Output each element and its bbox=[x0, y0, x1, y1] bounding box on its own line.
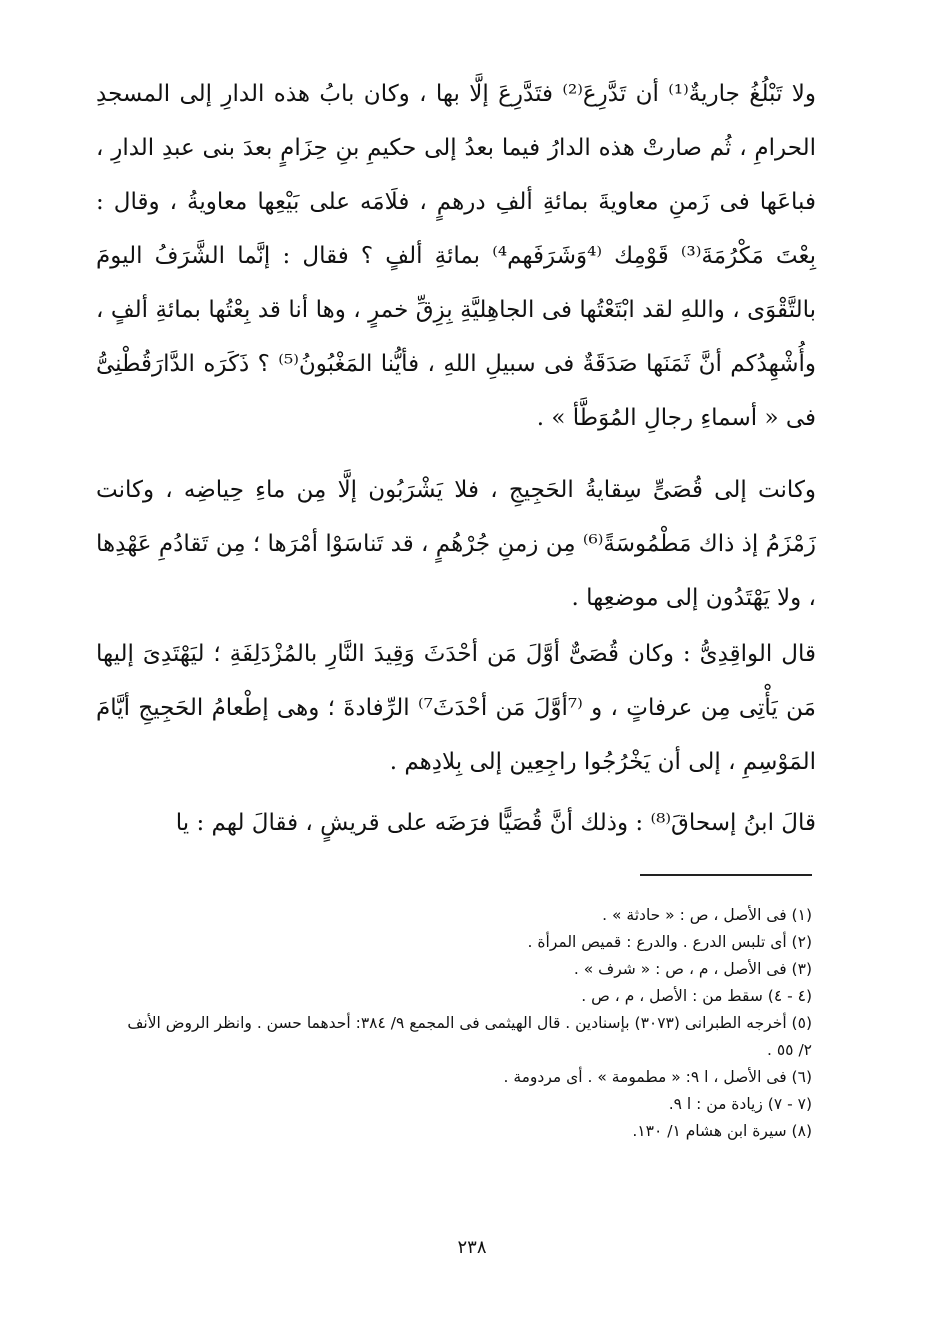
footnote: (٣) فى الأصل ، م ، ص : « شرف » . bbox=[573, 960, 812, 978]
main-text bbox=[96, 796, 816, 850]
paragraph: وكانت إلى قُصَىٍّ سِقايةُ الحَجِيجِ ، فلا يَشْرَبُون إلَّا مِن ماءِ حِياضِه ، وكانت زَمْزَمُ إذ ذاك مَطْمُوسَةً⁽⁶⁾ مِن زمنِ جُرْهُمٍ ، قد تَناسَوْا أمْرَها ؛ مِن تَقادُمِ عَهْدِها ، ولا يَهْتَدُون إلى موضعِها . bbox=[96, 477, 816, 611]
footnote: (٢) أى تلبس الدرع . والدرع : قميص المرأة . bbox=[527, 933, 812, 951]
footnote: (٨) سيرة ابن هشام ١/ ١٣٠. bbox=[632, 1122, 812, 1140]
footnote-divider bbox=[640, 874, 812, 876]
footnote: (٧ - ٧) زيادة من : ا ٩. bbox=[668, 1095, 812, 1113]
paragraph: قالَ ابنُ إسحاقَ⁽⁸⁾ : وذلك أنَّ قُصَيًّا فرَضَه على قريشٍ ، فقالَ لهم : يا bbox=[175, 810, 816, 836]
footnote: (١) فى الأصل ، ص : « حادثة » . bbox=[602, 906, 812, 924]
main-text bbox=[96, 463, 816, 625]
footnote: (٤ - ٤) سقط من : الأصل ، م ، ص . bbox=[581, 987, 812, 1005]
footnotes bbox=[110, 902, 812, 1145]
footnote: (٦) فى الأصل ، ا ٩: « مطمومة » . أى مردومة . bbox=[503, 1068, 812, 1086]
main-text bbox=[96, 67, 816, 445]
paragraph: قال الواقِدِىُّ : وكان قُصَىٌّ أوَّلَ مَن أحْدَثَ وَقِيدَ النَّارِ بالمُزْدَلِفَةِ ؛ ليَهْتَدِىَ إليها مَن يَأْتِى مِن عرفاتٍ ، و ⁽⁷أوَّلَ مَن أحْدَثَ⁷⁾ الرِّفادةَ ؛ وهى إطْعامُ الحَجِيجِ أيَّامَ المَوْسِمِ ، إلى أن يَخْرُجُوا راجِعِين إلى بِلادِهم . bbox=[96, 641, 816, 775]
paragraph: ولا تَبْلُغُ جاريةٌ⁽¹⁾ أن تَدَّرِعَ⁽²⁾ فتَدَّرِعَ إلَّا بها ، وكان بابُ هذه الدارِ إلى المسجدِ الحرامِ ، ثُم صارتْ هذه الدارُ فيما بعدُ إلى حكيمِ بنِ حِزَامٍ بعدَ بنى عبدِ الدارِ ، فباعَها فى زَمنِ معاويةَ بمائةِ ألفِ درهمٍ ، فلَامَه على بَيْعِها معاويةُ ، وقال : بِعْتَ مَكْرُمَةَ⁽³⁾ قَوْمِك ⁽⁴وَشَرَفَهم⁴⁾ بمائةِ ألفٍ ؟ فقال : إنَّما الشَّرَفُ اليومَ بالتَّقْوَى ، واللهِ لقد ابْتَعْتُها فى الجاهِليَّةِ بِزِقِّ خمرٍ ، وها أنا قد بِعْتُها بمائةِ ألفٍ ، وأُشْهِدُكم أنَّ ثَمَنَها صَدَقَةٌ فى سبيلِ اللهِ ، فأيُّنا المَغْبُونُ⁽⁵⁾ ؟ ذَكَرَه الدَّارَقُطْنِىُّ فى « أسماءِ رجالِ المُوَطَّأ » . bbox=[96, 81, 817, 431]
page-number: ٢٣٨ bbox=[457, 1237, 487, 1258]
footnote: (٥) أخرجه الطبرانى (٣٠٧٣) بإسنادين . قال الهيثمى فى المجمع ٩/ ٣٨٤: أحدهما حسن . وانظر الروض الأنف ٢/ ٥٥ . bbox=[127, 1014, 812, 1059]
main-text bbox=[96, 627, 816, 789]
